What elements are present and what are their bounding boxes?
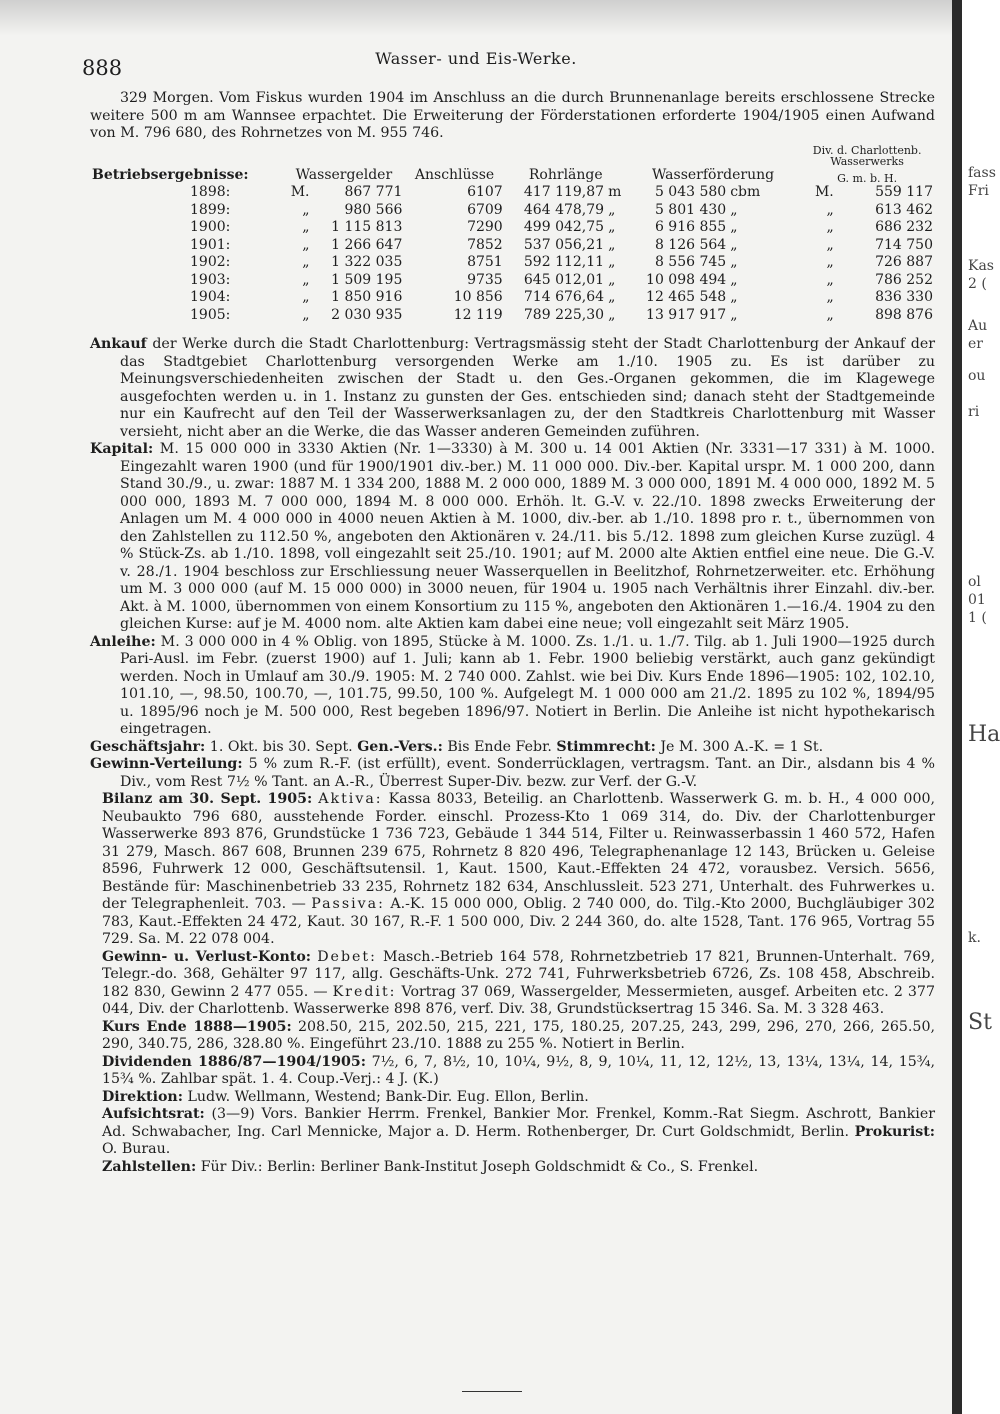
- results-cell-rohr: 537 056,21: [523, 236, 605, 253]
- col-wasserfoerderung: Wasserförderung: [651, 166, 775, 183]
- results-cell-div_u: „: [826, 201, 834, 218]
- results-cell-div: 898 876: [875, 306, 933, 323]
- anleihe-text: M. 3 000 000 in 4 % Oblig. von 1895, Stücke à M. 1000. Zs. 1./1. u. 1./7. Tilg. ab 1. Juli 1900—1925 durch Pari-Ausl. im Febr. (zuerst 1900) auf 1. Juli; kann ab 1. Febr. 1900 beliebig verstärkt, auch ganz gekündigt werden. Noch in Umlauf am 30./9. 1905: M. 2 740 000. Zahlst. wie bei Div. Kurs Ende 1896—1905: 102, 102.10, 101.10, —, 98.50, 100.70, —, 101.75, 99.50, 100 %. Aufgelegt M. 1 000 000 am 21./2. 1895 zu 102 %, 1894/95 u. 1895/96 noch je M. 500 000, Rest begeben 1896/97. Notiert in Berlin. Die Anleihe ist nicht hypothekarisch eingetragen.: [120, 633, 935, 737]
- results-cell-forder_u: „: [730, 271, 738, 288]
- passiva-label: Passiva:: [311, 896, 385, 912]
- kredit-text: Vortrag 37 069, Wassergelder, Messermieten, ausgef. Arbeiten etc. 2 377 044, Div. der Charlottenb. Wasserwerke 898 876, verf. Div. 38, Grundstücksertrag 15 346. Sa. M. 3 328 463.: [102, 983, 935, 1017]
- geschaeftsjahr-text: 1. Okt. bis 30. Sept.: [205, 738, 358, 755]
- results-cell-cur: „: [302, 201, 310, 218]
- page-fold-shadow: [952, 0, 962, 1414]
- results-cell-wasser: 1 115 813: [331, 219, 403, 235]
- ankauf-label: Ankauf: [90, 336, 147, 352]
- results-cell-forder: 5 043 580: [654, 184, 727, 200]
- results-cell-forder_u: cbm: [730, 184, 761, 200]
- anleihe-paragraph: [90, 634, 935, 739]
- aufsichtsrat-paragraph: [90, 1106, 935, 1159]
- results-cell-year: 1901:: [190, 236, 231, 253]
- bilanz-label: Bilanz am 30. Sept. 1905:: [102, 791, 313, 807]
- geschaeftsjahr-label: Geschäftsjahr:: [90, 738, 206, 755]
- kapital-label: Kapital:: [90, 441, 154, 457]
- results-cell-wasser: 1 322 035: [331, 254, 403, 270]
- results-header: [90, 167, 935, 185]
- direktion-text: Ludw. Wellmann, Westend; Bank-Dir. Eug. Ellon, Berlin.: [182, 1088, 589, 1105]
- col-wassergelder: Wassergelder: [295, 166, 393, 183]
- results-header-mid: [90, 156, 935, 167]
- aufsichtsrat-label: Aufsichtsrat:: [102, 1106, 205, 1122]
- results-cell-div_u: „: [826, 254, 834, 270]
- results-cell-div: 613 462: [875, 201, 933, 218]
- results-cell-rohr: 499 042,75: [523, 219, 605, 235]
- results-cell-rohr_u: „: [608, 236, 616, 253]
- results-cell-wasser: 867 771: [344, 184, 403, 200]
- results-cell-year: 1898:: [190, 184, 231, 200]
- gewinn-verlust-paragraph: [90, 949, 935, 1019]
- results-row: [90, 254, 935, 272]
- results-cell-rohr_u: „: [608, 289, 616, 305]
- adjacent-page-edge: [952, 0, 1000, 1414]
- results-cell-rohr_u: „: [608, 271, 616, 288]
- results-cell-cur: „: [302, 236, 310, 253]
- results-row: [90, 272, 935, 290]
- gewinn-verteilung-label: Gewinn-Verteilung:: [90, 756, 243, 772]
- margin-fragment: Au: [968, 318, 988, 334]
- results-cell-cur: „: [302, 271, 310, 288]
- bilanz-aktiva-text: Kassa 8033, Beteilig. an Charlottenb. Wasserwerk G. m. b. H., 4 000 000, Neubaukto 796 680, ausstehende Forder. einschl. Prozess-Kto 1 069 314, do. Div. der Charlottenburger Wasserwerke 893 876, Grundstücke 1 736 723, Gebäude 1 344 514, Filter u. Reinwasserbassin 1 460 572, Hafen 31 279, Masch. 867 608, Brunnen 239 675, Rohrnetz 8 820 496, Telegraphenanlage 12 143, Brücken u. Geleise 8596, Fuhrwerk 12 000, Geschäftsutensil. 1, Kaut. 1500, Kaut.-Effekten 24 472, vorausbez. Versich. 5656, Bestände für: Maschinenbetrieb 33 235, Rohrnetz 182 634, Anschlussleit. 523 271, Unterhalt. des Fuhrwerkes u. der Telegraphenleit. 703. —: [102, 791, 936, 912]
- margin-fragment: fass: [968, 165, 996, 181]
- gewinn-verteilung-paragraph: [90, 756, 935, 791]
- results-cell-year: 1904:: [190, 289, 231, 305]
- results-cell-rohr: 645 012,01: [523, 271, 605, 288]
- results-cell-year: 1900:: [190, 219, 231, 235]
- results-cell-div_u: „: [826, 236, 834, 253]
- results-cell-forder: 13 917 917: [646, 306, 727, 323]
- end-rule: [462, 1391, 522, 1392]
- results-row: [90, 237, 935, 255]
- results-cell-div_u: „: [826, 306, 834, 323]
- results-cell-rohr_u: m: [608, 184, 622, 200]
- page-body: [90, 90, 935, 1176]
- aktiva-label: Aktiva:: [318, 791, 383, 807]
- ankauf-paragraph: [90, 336, 935, 441]
- results-cell-anschl: 7852: [467, 236, 503, 253]
- results-cell-cur: „: [302, 289, 310, 305]
- results-cell-div_u: „: [826, 219, 834, 235]
- margin-fragment: 2 (: [968, 276, 987, 292]
- margin-fragment: Kas: [968, 258, 994, 274]
- results-cell-cur: M.: [290, 184, 310, 200]
- direktion-label: Direktion:: [102, 1088, 183, 1105]
- results-cell-div: 686 232: [875, 219, 933, 235]
- results-cell-anschl: 6107: [467, 184, 503, 200]
- results-cell-div_u: „: [826, 271, 834, 288]
- dividenden-label: Dividenden 1886/87—1904/1905:: [102, 1053, 366, 1070]
- results-cell-rohr: 789 225,30: [523, 306, 605, 323]
- kapital-paragraph: [90, 441, 935, 634]
- results-cell-div: 726 887: [875, 254, 933, 270]
- page-number: 888: [82, 56, 123, 80]
- results-cell-forder: 10 098 494: [646, 271, 727, 288]
- div-col-header-2: Wasserwerks: [830, 154, 904, 168]
- results-cell-forder: 12 465 548: [646, 289, 727, 305]
- zahlstellen-label: Zahlstellen:: [102, 1158, 197, 1175]
- results-cell-year: 1905:: [190, 306, 231, 323]
- results-cell-div: 559 117: [875, 184, 933, 200]
- ankauf-text: der Werke durch die Stadt Charlottenburg: Vertragsmässig steht der Stadt Charlottenburg der Ankauf der das Stadtgebiet Charlottenburg versorgenden Werke am 1./10. 1905 zu. Es ist darüber zu Meinungsverschiedenheiten zwischen der Stadt u. den Ges.-Organen gekommen, die im Klagewege ausgefochten werden u. in 1. Instanz zu gunsten der Ges. entschieden sind; danach steht der Stadtgemeinde nur ein Kaufrecht auf den Teil der Wasserwerksanlagen zu, der den Stadtkreis Charlottenburg mit Wasser versieht, nicht aber an die Werke, die das Wasser anderen Gemeinden zuführen.: [120, 336, 935, 440]
- results-cell-wasser: 1 509 195: [331, 271, 403, 288]
- zahlstellen-text: Für Div.: Berlin: Berliner Bank-Institut Joseph Goldschmidt & Co., S. Frenkel.: [196, 1158, 759, 1175]
- direktion-paragraph: [90, 1089, 935, 1107]
- results-cell-rohr: 464 478,79: [523, 201, 605, 218]
- margin-fragment: Fri: [968, 183, 989, 199]
- aufsichtsrat-text: (3—9) Vors. Bankier Herrm. Frenkel, Bankier Mor. Frenkel, Komm.-Rat Siegm. Aschrott, Bankier Ad. Schwabacher, Ing. Carl Mennicke, Major a. D. Herm. Rothenberger, Dr. Curt Goldschmidt, Berlin.: [102, 1106, 935, 1140]
- anleihe-label: Anleihe:: [90, 633, 156, 650]
- results-cell-forder: 8 556 745: [654, 254, 727, 270]
- results-cell-rohr_u: „: [608, 254, 616, 270]
- col-anschluesse: Anschlüsse: [414, 166, 495, 183]
- col-rohrlaenge: Rohrlänge: [528, 166, 603, 183]
- results-cell-div: 836 330: [875, 289, 933, 305]
- results-cell-anschl: 9735: [467, 271, 503, 288]
- results-cell-rohr_u: „: [608, 219, 616, 235]
- results-label: Betriebsergebnisse:: [92, 166, 249, 183]
- results-header-top: [90, 145, 935, 156]
- results-row: [90, 202, 935, 220]
- results-row: [90, 307, 935, 325]
- gen-vers-text: Bis Ende Febr.: [442, 738, 557, 755]
- results-cell-cur: „: [302, 219, 310, 235]
- results-cell-cur: „: [302, 306, 310, 323]
- results-row: [90, 289, 935, 307]
- div-col-header-1: Div. d. Charlottenb.: [812, 143, 922, 157]
- results-cell-forder: 5 801 430: [654, 201, 727, 218]
- kurs-text: 208.50, 215, 202.50, 215, 221, 175, 180.25, 207.25, 243, 299, 296, 270, 266, 265.50, 290, 340.75, 286, 328.80 %. Eingeführt 23./10. 1888 zu 255 %. Notiert in Berlin.: [102, 1018, 935, 1052]
- kurs-label: Kurs Ende 1888—1905:: [102, 1018, 292, 1035]
- results-row: [90, 219, 935, 237]
- gen-vers-label: Gen.-Vers.:: [357, 738, 443, 755]
- margin-fragment: St: [968, 1010, 992, 1035]
- results-cell-rohr: 417 119,87: [523, 184, 605, 200]
- results-cell-forder_u: „: [730, 289, 738, 305]
- results-cell-forder: 6 916 855: [654, 219, 727, 235]
- results-cell-cur: „: [302, 254, 310, 270]
- results-cell-div: 714 750: [875, 236, 933, 253]
- results-cell-year: 1899:: [190, 201, 231, 218]
- dividenden-text: 7½, 6, 7, 8½, 10, 10¼, 9½, 8, 9, 10¼, 11, 12, 12½, 13, 13¼, 13¼, 14, 15¾, 15¾ %. Zahlbar spät. 1. 4. Coup.-Verj.: 4 J. (K.): [102, 1053, 936, 1087]
- results-row: [90, 184, 935, 202]
- results-cell-rohr_u: „: [608, 306, 616, 323]
- results-cell-wasser: 1 850 916: [331, 289, 403, 305]
- results-cell-forder_u: „: [730, 306, 738, 323]
- results-cell-forder: 8 126 564: [654, 236, 727, 253]
- kapital-text: M. 15 000 000 in 3330 Aktien (Nr. 1—3330) à M. 300 u. 14 001 Aktien (Nr. 3331—17 331) à M. 1000. Eingezahlt waren 1900 (und für 1900/1901 div.-ber.) M. 11 000 000. Div.-ber. Kapital urspr. M. 1 000 200, dann Stand 30./9., u. zwar: 1887 M. 1 334 200, 1888 M. 2 000 000, 1889 M. 3 000 000, 1891 M. 4 000 000, 1892 M. 5 000 000, 1893 M. 7 000 000, 1894 M. 8 000 000. Erhöh. lt. G.-V. v. 22./10. 1898 zwecks Erweiterung der Anlagen um M. 4 000 000 in 4000 neuen Aktien à M. 1000, div.-ber. ab 1./10. 1898 pro r. t., übernommen von den Zahlstellen zu 112.50 %, angeboten den Aktionären v. 24./11. bis 5./12. 1898 zum gleichen Kurse zuzügl. 4 % Stück-Zs. ab 1./10. 1898, voll eingezahlt seit 25./10. 1901; auf M. 2000 alte Aktien entfiel eine neue. Die G.-V. v. 28./1. 1904 beschloss zur Erschliessung neuer Wasserquellen in Beelitzhof, Rohrnetzerweiter. etc. Erhöhung um M. 3 000 000 (auf M. 15 000 000) in 3000 neuen, für 1904 u. 1905 nach Verhältnis ihrer Einzahl. div.-ber. Akt. à M. 1000, übernommen von einem Konsortium zu 115 %, angeboten den Aktionären 1.—16./4. 1904 zu den gleichen Kurse: auf je M. 4000 nom. alte Aktien kam dabei eine neue; voll eingezahlt seit März 1905.: [120, 441, 935, 632]
- results-cell-year: 1902:: [190, 254, 231, 270]
- margin-fragment: er: [968, 336, 983, 352]
- margin-fragment: ol: [968, 574, 981, 590]
- margin-fragment: k.: [968, 930, 981, 946]
- prokurist-text: O. Burau.: [102, 1141, 171, 1157]
- running-title: Wasser- und Eis-Werke.: [375, 49, 577, 68]
- debet-text: Masch.-Betrieb 164 578, Rohrnetzbetrieb 17 821, Brunnen-Unterhalt. 769, Telegr.-do. 368, Gehälter 97 117, allg. Geschäfts-Unk. 272 741, Fuhrwerksbetrieb 6726, Zs. 108 458, Abschreib. 182 830, Gewinn 2 477 055. —: [102, 948, 935, 1000]
- results-cell-forder_u: „: [730, 219, 738, 235]
- div-col-header-3: G. m. b. H.: [837, 172, 898, 185]
- geschaeftsjahr-paragraph: [90, 739, 935, 757]
- results-cell-anschl: 6709: [467, 201, 503, 218]
- margin-fragment: 1 (: [968, 610, 987, 626]
- kredit-label: Kredit:: [332, 983, 397, 1000]
- results-cell-div_u: M.: [814, 184, 834, 200]
- stimmrecht-label: Stimmrecht:: [556, 738, 656, 755]
- results-cell-rohr_u: „: [608, 201, 616, 218]
- scan-shadow: [0, 0, 952, 36]
- results-table: [90, 145, 935, 325]
- margin-fragment: ri: [968, 404, 980, 420]
- results-cell-wasser: 1 266 647: [331, 236, 403, 253]
- kurs-paragraph: [90, 1019, 935, 1054]
- results-cell-anschl: 8751: [467, 254, 503, 270]
- results-cell-wasser: 2 030 935: [331, 306, 403, 323]
- results-cell-forder_u: „: [730, 201, 738, 218]
- results-cell-anschl: 10 856: [453, 289, 503, 305]
- gewinn-verteilung-text: 5 % zum R.-F. (ist erfüllt), event. Sonderrücklagen, vertragsm. Tant. an Dir., alsdann bis 4 % Div., vom Rest 7½ % Tant. an A.-R., Überrest Super-Div. bezw. zur Verf. der G.-V.: [120, 756, 935, 790]
- zahlstellen-paragraph: [90, 1159, 935, 1177]
- margin-fragment: Ha: [968, 722, 1000, 747]
- results-cell-rohr: 714 676,64: [523, 289, 605, 305]
- results-cell-div_u: „: [826, 289, 834, 305]
- bilanz-passiva-text: A.-K. 15 000 000, Oblig. 2 740 000, do. Tilg.-Kto 2000, Buchgläubiger 302 783, Kaut.-Effekten 24 472, Kaut. 30 167, R.-F. 1 500 000, Div. 2 244 360, do. alte 1528, Tant. 176 965, Vortrag 55 729. Sa. M. 22 078 004.: [102, 896, 935, 947]
- margin-fragment: 01: [968, 592, 986, 608]
- margin-fragment: ou: [968, 368, 986, 384]
- bilanz-paragraph: [90, 791, 935, 949]
- debet-label: Debet:: [317, 948, 377, 965]
- results-cell-anschl: 12 119: [453, 306, 503, 323]
- results-cell-forder_u: „: [730, 236, 738, 253]
- results-cell-anschl: 7290: [467, 219, 503, 235]
- results-cell-forder_u: „: [730, 254, 738, 270]
- stimmrecht-text: Je M. 300 A.-K. = 1 St.: [655, 738, 824, 755]
- intro-paragraph: 329 Morgen. Vom Fiskus wurden 1904 im Anschluss an die durch Brunnenanlage bereits erschlossene Strecke weitere 500 m am Wannsee erpachtet. Die Erweiterung der Förderstationen erforderte 1904/1905 einen Aufwand von M. 796 680, des Rohrnetzes von M. 955 746.: [90, 90, 935, 141]
- results-cell-rohr: 592 112,11: [523, 254, 605, 270]
- dividenden-paragraph: [90, 1054, 935, 1089]
- results-cell-year: 1903:: [190, 271, 231, 288]
- results-cell-wasser: 980 566: [344, 201, 403, 218]
- results-cell-div: 786 252: [875, 271, 933, 288]
- gewinn-verlust-label: Gewinn- u. Verlust-Konto:: [102, 948, 312, 965]
- prokurist-label: Prokurist:: [854, 1123, 935, 1140]
